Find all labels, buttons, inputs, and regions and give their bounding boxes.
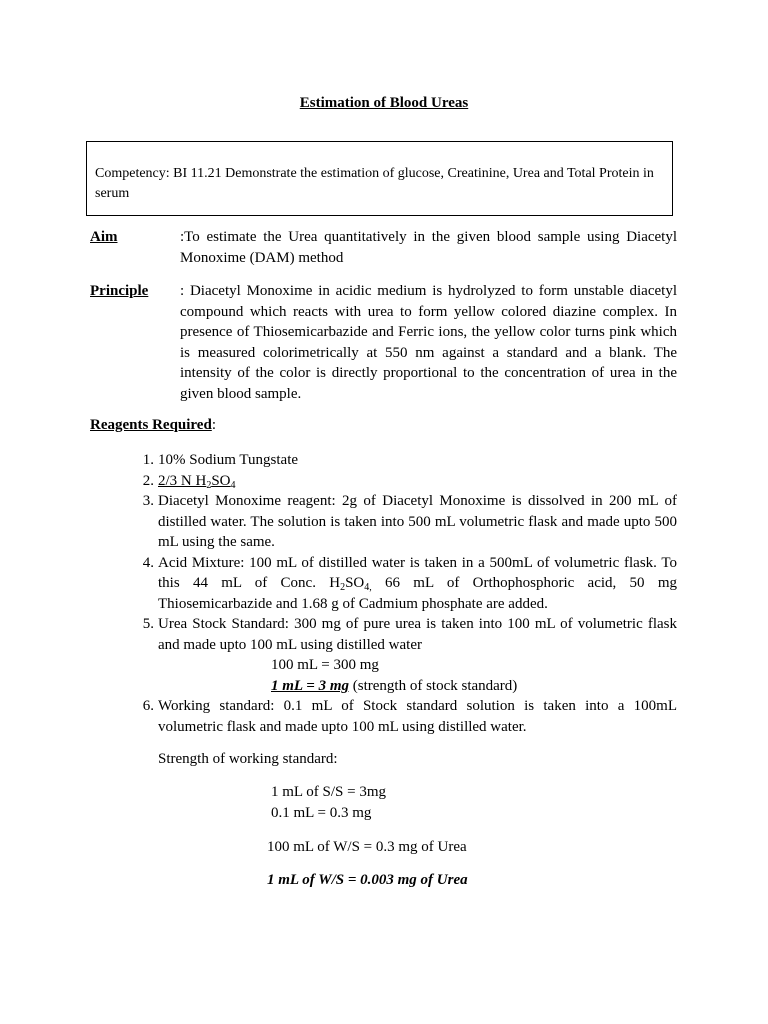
subscript: 4	[230, 479, 236, 491]
reagent-text: Acid Mixture: 100 mL of distilled water is taken in a 500mL of volumetric flask. To this 44 mL of Conc. H	[158, 554, 677, 591]
aim-text: :To estimate the Urea quantitatively in the given blood sample using Diacetyl Monoxime (DAM) method	[180, 229, 677, 266]
reagent-text: Urea Stock Standard: 300 mg of pure urea is taken into 100 mL of volumetric flask and made upto 100 mL using distilled water	[158, 616, 677, 653]
reagents-heading-colon: :	[211, 417, 216, 433]
working-calc-line-2: 0.1 mL = 0.3 mg	[271, 805, 372, 821]
reagents-list	[90, 450, 677, 737]
principle-label: Principle	[90, 283, 149, 299]
reagent-number: 1.	[142, 452, 154, 468]
competency-box	[86, 141, 673, 216]
reagents-heading	[90, 415, 216, 436]
stock-strength-line	[158, 676, 677, 697]
reagent-number: 3.	[142, 493, 154, 509]
reagent-number: 2.	[142, 472, 154, 489]
reagent-item-2	[90, 471, 677, 492]
principle-text: : Diacetyl Monoxime in acidic medium is hydrolyzed to form unstable diacetyl compound which reacts with urea to form yellow colored diazine complex. In presence of Thiosemicarbazide and Ferric ions, the yellow color turns pink which is measured colorimetrically at 550 nm against a standard and a blank. The intensity of the color is directly proportional to the concentration of urea in the given blood sample.	[180, 283, 677, 402]
reagent-number: 4.	[142, 554, 154, 571]
working-standard-label: Strength of working standard:	[158, 751, 338, 767]
reagent-item-3	[90, 491, 677, 553]
reagent-number: 6.	[142, 698, 154, 714]
reagent-item-6	[90, 696, 677, 737]
reagent-item-4	[90, 553, 677, 615]
document-title: Estimation of Blood Ureas	[299, 95, 469, 111]
stock-strength-note: (strength of stock standard)	[349, 677, 518, 694]
reagent-text: 66 mL of Orthophosphoric acid, 50 mg Thiosemicarbazide and 1.68 g of Cadmium phosphate are added.	[158, 575, 677, 612]
stock-strength-value: 1 mL = 3 mg	[271, 677, 349, 694]
reagent-text: SO	[211, 472, 231, 489]
reagent-text: 2/3 N H	[158, 472, 207, 489]
subscript: 2	[340, 582, 346, 593]
reagent-text: SO	[345, 575, 365, 591]
working-calc-line-3: 100 mL of W/S = 0.3 mg of Urea	[267, 839, 467, 855]
working-calc-line-1: 1 mL of S/S = 3mg	[271, 784, 386, 800]
subscript: 4,	[364, 582, 372, 593]
competency-text: Competency: BI 11.21 Demonstrate the estimation of glucose, Creatinine, Urea and Total Protein in serum	[95, 166, 654, 201]
subscript: 2	[206, 479, 212, 491]
reagents-heading-text: Reagents Required	[90, 417, 212, 433]
reagent-item-1	[90, 450, 677, 471]
reagent-text: Working standard: 0.1 mL of Stock standard solution is taken into a 100mL volumetric flask and made upto 100 mL using distilled water.	[158, 698, 677, 735]
reagent-item-5	[90, 614, 677, 696]
reagent-text: Diacetyl Monoxime reagent: 2g of Diacetyl Monoxime is dissolved in 200 mL of distilled water. The solution is taken into 500 mL volumetric flask and made upto 500 mL using the same.	[158, 493, 677, 550]
working-strength-result: 1 mL of W/S = 0.003 mg of Urea	[267, 872, 468, 888]
stock-calc-line: 100 mL = 300 mg	[271, 657, 379, 673]
reagent-text: 10% Sodium Tungstate	[158, 452, 299, 468]
reagent-number: 5.	[142, 616, 154, 632]
aim-label: Aim	[90, 229, 118, 245]
reagent-formula	[158, 473, 236, 489]
